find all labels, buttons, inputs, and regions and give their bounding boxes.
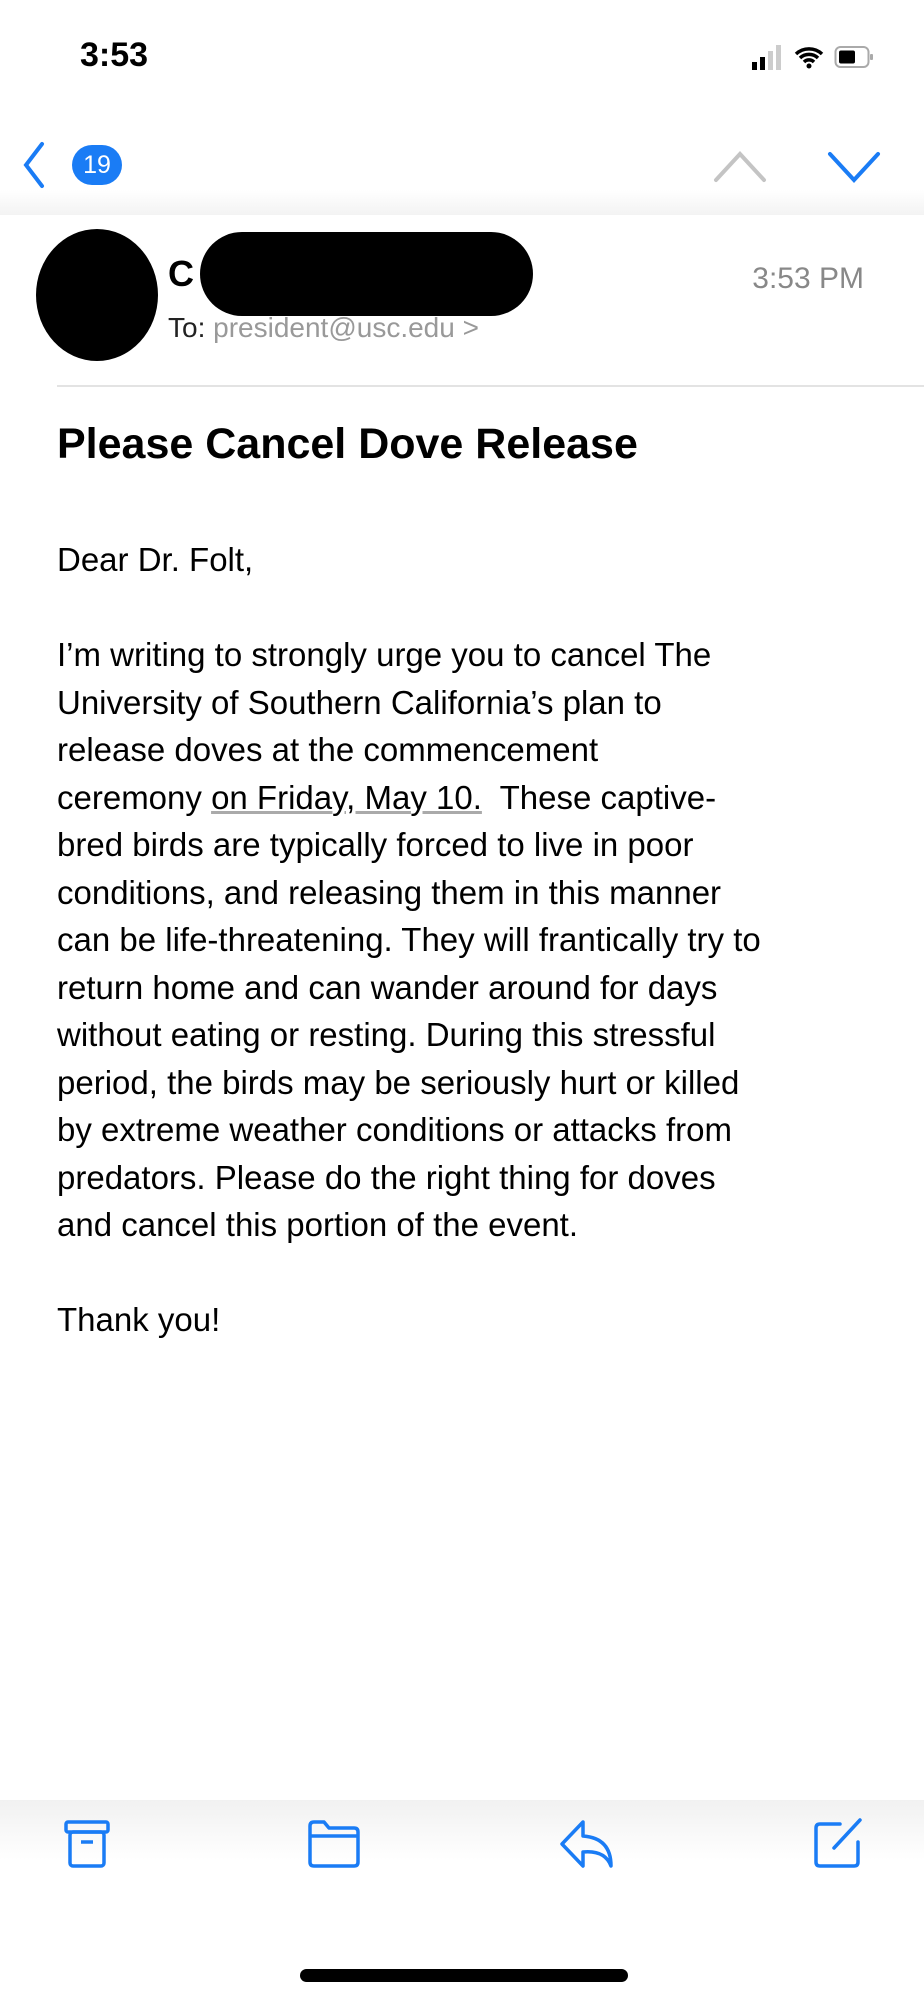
body-line: release doves at the commencement — [57, 731, 599, 768]
unread-count-badge[interactable]: 19 — [72, 145, 122, 185]
body-line — [57, 774, 917, 822]
body-line: predators. Please do the right thing for doves — [57, 1158, 716, 1196]
recipient-line[interactable] — [168, 312, 479, 344]
to-label: To: — [168, 312, 206, 343]
archive-icon[interactable] — [62, 1818, 112, 1870]
signal-icon — [752, 44, 784, 70]
date-link[interactable]: on Friday, May 10. — [211, 778, 482, 816]
bottom-toolbar — [0, 1800, 924, 1860]
previous-message-icon[interactable] — [712, 148, 768, 184]
body-line: I’m writing to strongly urge you to cancel The — [57, 636, 712, 673]
closing: Thank you! — [57, 1301, 221, 1338]
recipient-address[interactable]: president@usc.edu — [213, 312, 455, 343]
body-text: ceremony — [57, 778, 212, 816]
reply-icon[interactable] — [556, 1818, 616, 1870]
message-timestamp: 3:53 PM — [752, 262, 864, 295]
folder-icon[interactable] — [306, 1818, 366, 1870]
status-icons — [752, 44, 874, 70]
status-time: 3:53 — [80, 36, 149, 74]
body-line: return home and can wander around for days — [57, 968, 718, 1006]
divider — [57, 385, 924, 387]
next-message-icon[interactable] — [826, 150, 882, 186]
navigation-bar — [0, 0, 924, 215]
chevron-right-icon: > — [462, 312, 479, 343]
body-line: University of Southern California’s plan to — [57, 683, 662, 721]
battery-icon — [834, 45, 874, 69]
message-body — [57, 536, 917, 1344]
compose-icon[interactable] — [810, 1818, 866, 1870]
sender-name[interactable]: C — [168, 253, 194, 294]
body-line: by extreme weather conditions or attacks from — [57, 1111, 732, 1148]
greeting: Dear Dr. Folt, — [57, 541, 254, 578]
body-line: bred birds are typically forced to live in poor — [57, 826, 694, 863]
body-line: and cancel this portion of the event. — [57, 1206, 579, 1243]
body-line: period, the birds may be seriously hurt or killed — [57, 1063, 740, 1101]
message-subject: Please Cancel Dove Release — [57, 420, 638, 468]
back-chevron-icon[interactable] — [20, 140, 50, 190]
sender-name-redaction — [200, 232, 533, 316]
sender-avatar-redacted — [36, 229, 158, 361]
body-line: can be life-threatening. They will frantically try to — [57, 921, 761, 958]
body-line: without eating or resting. During this stressful — [57, 1016, 716, 1053]
wifi-icon — [794, 45, 824, 69]
body-line: conditions, and releasing them in this manner — [57, 873, 722, 911]
home-indicator[interactable] — [300, 1969, 628, 1982]
body-text: These captive- — [481, 778, 717, 816]
